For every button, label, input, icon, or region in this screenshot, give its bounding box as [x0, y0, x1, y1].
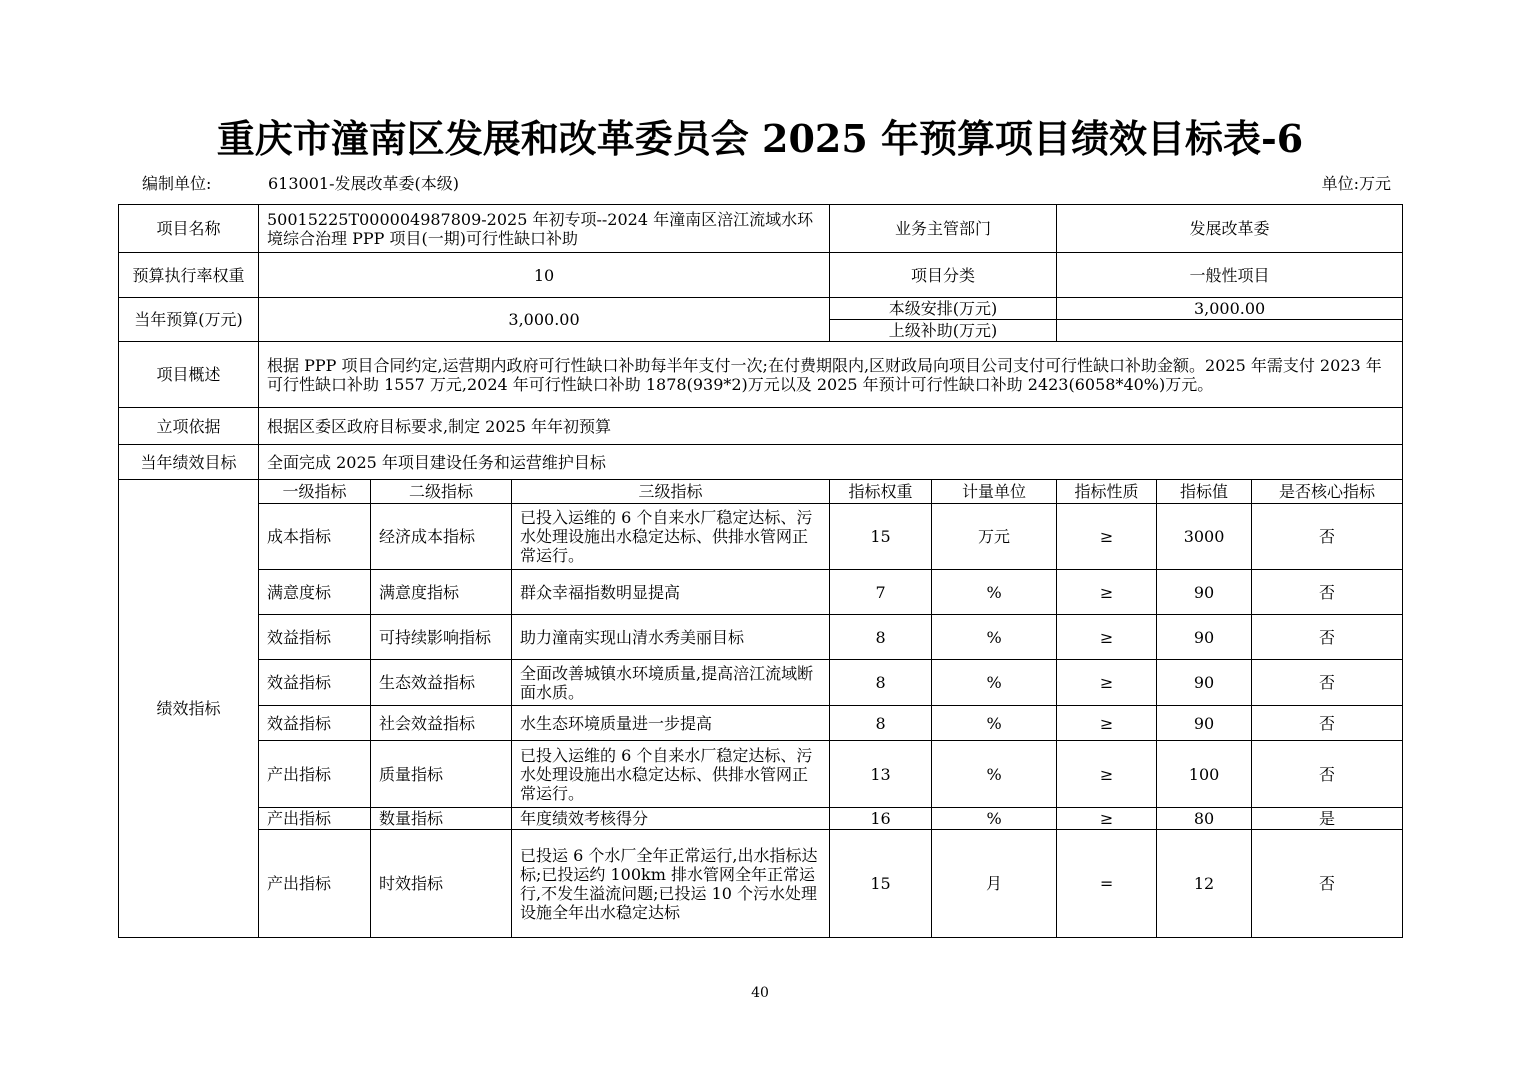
header-weight: 指标权重 — [830, 480, 932, 504]
indicator-weight: 13 — [830, 741, 932, 808]
page-title: 重庆市潼南区发展和改革委员会 2025 年预算项目绩效目标表-6 — [216, 116, 1304, 161]
indicator-nature: = — [1057, 830, 1157, 938]
indicator-level2: 数量指标 — [371, 808, 512, 830]
indicator-nature: ≥ — [1057, 570, 1157, 615]
indicator-level3: 水生态环境质量进一步提高 — [512, 706, 830, 741]
indicator-row — [119, 808, 1403, 830]
indicator-weight: 8 — [830, 706, 932, 741]
currency-unit-label: 单位:万元 — [1321, 174, 1391, 193]
indicator-level3: 全面改善城镇水环境质量,提高涪江流域断面水质。 — [512, 660, 830, 706]
indicator-level1: 产出指标 — [259, 808, 371, 830]
header-level2: 二级指标 — [371, 480, 512, 504]
dept-label: 业务主管部门 — [830, 205, 1057, 253]
indicator-level2: 社会效益指标 — [371, 706, 512, 741]
indicator-unit: 万元 — [932, 504, 1057, 570]
indicator-weight: 7 — [830, 570, 932, 615]
indicator-level1: 效益指标 — [259, 660, 371, 706]
indicator-row — [119, 570, 1403, 615]
project-name-label: 项目名称 — [119, 205, 259, 253]
indicator-core: 否 — [1252, 615, 1403, 660]
indicator-nature: ≥ — [1057, 504, 1157, 570]
basis-value: 根据区委区政府目标要求,制定 2025 年年初预算 — [259, 408, 1403, 445]
compiling-unit-value: 613001-发展改革委(本级) — [268, 174, 459, 193]
upper-subsidy-value — [1057, 320, 1403, 342]
indicator-value: 90 — [1157, 706, 1252, 741]
annual-budget-value: 3,000.00 — [259, 298, 830, 342]
overview-label: 项目概述 — [119, 342, 259, 408]
indicator-level3: 已投运 6 个水厂全年正常运行,出水指标达标;已投运约 100km 排水管网全年正常运行,不发生溢流问题;已投运 10 个污水处理设施全年出水稳定达标 — [512, 830, 830, 938]
header-level3: 三级指标 — [512, 480, 830, 504]
page-number: 40 — [751, 985, 769, 1001]
indicator-level1: 效益指标 — [259, 706, 371, 741]
indicator-weight: 8 — [830, 660, 932, 706]
indicator-level2: 可持续影响指标 — [371, 615, 512, 660]
indicator-weight: 15 — [830, 830, 932, 938]
indicator-unit: % — [932, 615, 1057, 660]
basis-label: 立项依据 — [119, 408, 259, 445]
indicator-value: 90 — [1157, 615, 1252, 660]
indicator-value: 100 — [1157, 741, 1252, 808]
indicator-row — [119, 660, 1403, 706]
indicator-core: 否 — [1252, 504, 1403, 570]
indicator-level3: 年度绩效考核得分 — [512, 808, 830, 830]
indicator-row — [119, 741, 1403, 808]
header-value: 指标值 — [1157, 480, 1252, 504]
project-category-value: 一般性项目 — [1057, 253, 1403, 298]
indicator-level3: 群众幸福指数明显提高 — [512, 570, 830, 615]
header-core: 是否核心指标 — [1252, 480, 1403, 504]
indicator-core: 否 — [1252, 706, 1403, 741]
project-category-label: 项目分类 — [830, 253, 1057, 298]
indicator-weight: 8 — [830, 615, 932, 660]
local-budget-label: 本级安排(万元) — [830, 298, 1057, 320]
indicator-row — [119, 706, 1403, 741]
indicator-level2: 质量指标 — [371, 741, 512, 808]
indicator-value: 80 — [1157, 808, 1252, 830]
compiling-unit-label: 编制单位: — [142, 174, 212, 193]
indicator-unit: 月 — [932, 830, 1057, 938]
indicator-value: 12 — [1157, 830, 1252, 938]
indicator-nature: ≥ — [1057, 615, 1157, 660]
indicator-unit: % — [932, 570, 1057, 615]
project-name-value: 50015225T000004987809-2025 年初专项--2024 年潼南区涪江流域水环境综合治理 PPP 项目(一期)可行性缺口补助 — [259, 205, 830, 253]
indicator-level2: 经济成本指标 — [371, 504, 512, 570]
indicator-level3: 助力潼南实现山清水秀美丽目标 — [512, 615, 830, 660]
indicator-nature: ≥ — [1057, 706, 1157, 741]
indicator-level1: 产出指标 — [259, 830, 371, 938]
indicator-core: 否 — [1252, 660, 1403, 706]
performance-indicators-label: 绩效指标 — [119, 480, 259, 938]
header-unit: 计量单位 — [932, 480, 1057, 504]
indicator-level1: 满意度标 — [259, 570, 371, 615]
indicator-unit: % — [932, 741, 1057, 808]
indicator-level1: 效益指标 — [259, 615, 371, 660]
dept-value: 发展改革委 — [1057, 205, 1403, 253]
indicator-nature: ≥ — [1057, 741, 1157, 808]
indicator-value: 90 — [1157, 660, 1252, 706]
header-nature: 指标性质 — [1057, 480, 1157, 504]
annual-goal-value: 全面完成 2025 年项目建设任务和运营维护目标 — [259, 445, 1403, 480]
indicator-core: 是 — [1252, 808, 1403, 830]
indicator-unit: % — [932, 808, 1057, 830]
indicator-weight: 16 — [830, 808, 932, 830]
indicator-core: 否 — [1252, 741, 1403, 808]
indicator-value: 90 — [1157, 570, 1252, 615]
indicator-level1: 成本指标 — [259, 504, 371, 570]
indicator-nature: ≥ — [1057, 808, 1157, 830]
indicator-unit: % — [932, 660, 1057, 706]
indicator-value: 3000 — [1157, 504, 1252, 570]
indicator-level2: 满意度指标 — [371, 570, 512, 615]
annual-goal-label: 当年绩效目标 — [119, 445, 259, 480]
indicator-core: 否 — [1252, 830, 1403, 938]
indicator-unit: % — [932, 706, 1057, 741]
indicator-row — [119, 615, 1403, 660]
upper-subsidy-label: 上级补助(万元) — [830, 320, 1057, 342]
indicator-weight: 15 — [830, 504, 932, 570]
execution-weight-value: 10 — [259, 253, 830, 298]
indicator-level1: 产出指标 — [259, 741, 371, 808]
header-level1: 一级指标 — [259, 480, 371, 504]
indicator-row — [119, 830, 1403, 938]
annual-budget-label: 当年预算(万元) — [119, 298, 259, 342]
indicator-core: 否 — [1252, 570, 1403, 615]
overview-value: 根据 PPP 项目合同约定,运营期内政府可行性缺口补助每半年支付一次;在付费期限内,区财政局向项目公司支付可行性缺口补助金额。2025 年需支付 2023 年可行性缺口补助 1557 万元,2024 年可行性缺口补助 1878(939*2)万元以及 2025 年预计可行性缺口补助 2423(6058*40%)万元。 — [259, 342, 1403, 408]
indicator-level2: 时效指标 — [371, 830, 512, 938]
indicator-row — [119, 504, 1403, 570]
indicator-level3: 已投入运维的 6 个自来水厂稳定达标、污水处理设施出水稳定达标、供排水管网正常运行。 — [512, 741, 830, 808]
local-budget-value: 3,000.00 — [1057, 298, 1403, 320]
indicator-nature: ≥ — [1057, 660, 1157, 706]
indicator-level3: 已投入运维的 6 个自来水厂稳定达标、污水处理设施出水稳定达标、供排水管网正常运行。 — [512, 504, 830, 570]
performance-target-table — [118, 204, 1403, 938]
indicator-level2: 生态效益指标 — [371, 660, 512, 706]
execution-weight-label: 预算执行率权重 — [119, 253, 259, 298]
